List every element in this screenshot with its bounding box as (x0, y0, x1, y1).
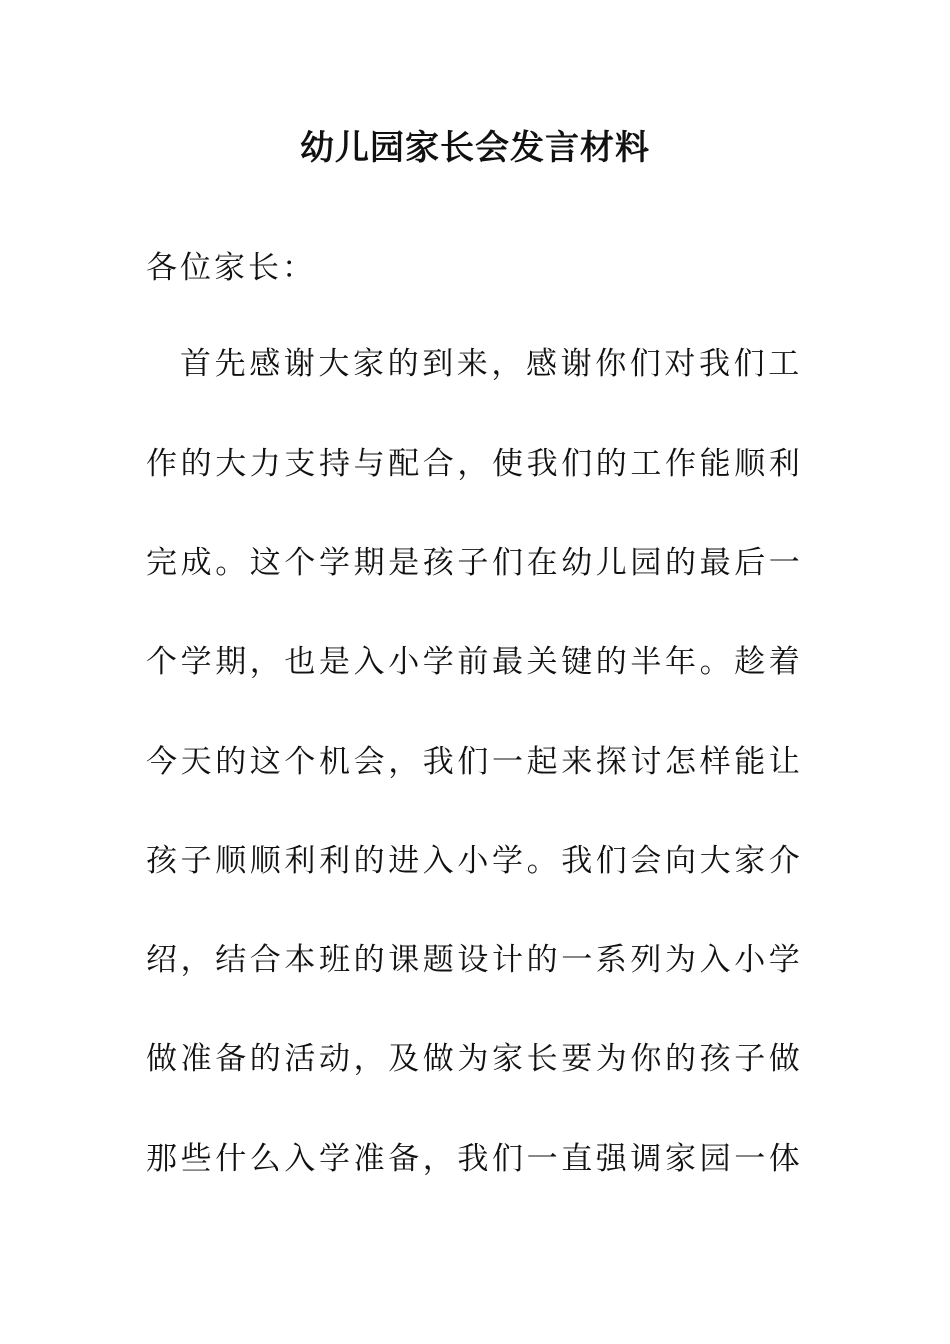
body-line: 孩子顺顺利利的进入小学。我们会向大家介 (146, 843, 804, 879)
body-line: 那些什么入学准备，我们一直强调家园一体 (146, 1141, 804, 1177)
greeting-text: 各位家长： (146, 250, 316, 286)
document-title: 幼儿园家长会发言材料 (300, 128, 650, 168)
body-line: 作的大力支持与配合，使我们的工作能顺利 (146, 446, 804, 482)
body-line: 做准备的活动，及做为家长要为你的孩子做 (146, 1041, 804, 1077)
body-line: 完成。这个学期是孩子们在幼儿园的最后一 (146, 545, 804, 581)
body-line: 今天的这个机会，我们一起来探讨怎样能让 (146, 744, 804, 780)
body-line: 绍，结合本班的课题设计的一系列为入小学 (146, 942, 804, 978)
body-line: 个学期，也是入小学前最关键的半年。趁着 (146, 644, 804, 680)
body-line: 首先感谢大家的到来，感谢你们对我们工 (180, 346, 803, 382)
